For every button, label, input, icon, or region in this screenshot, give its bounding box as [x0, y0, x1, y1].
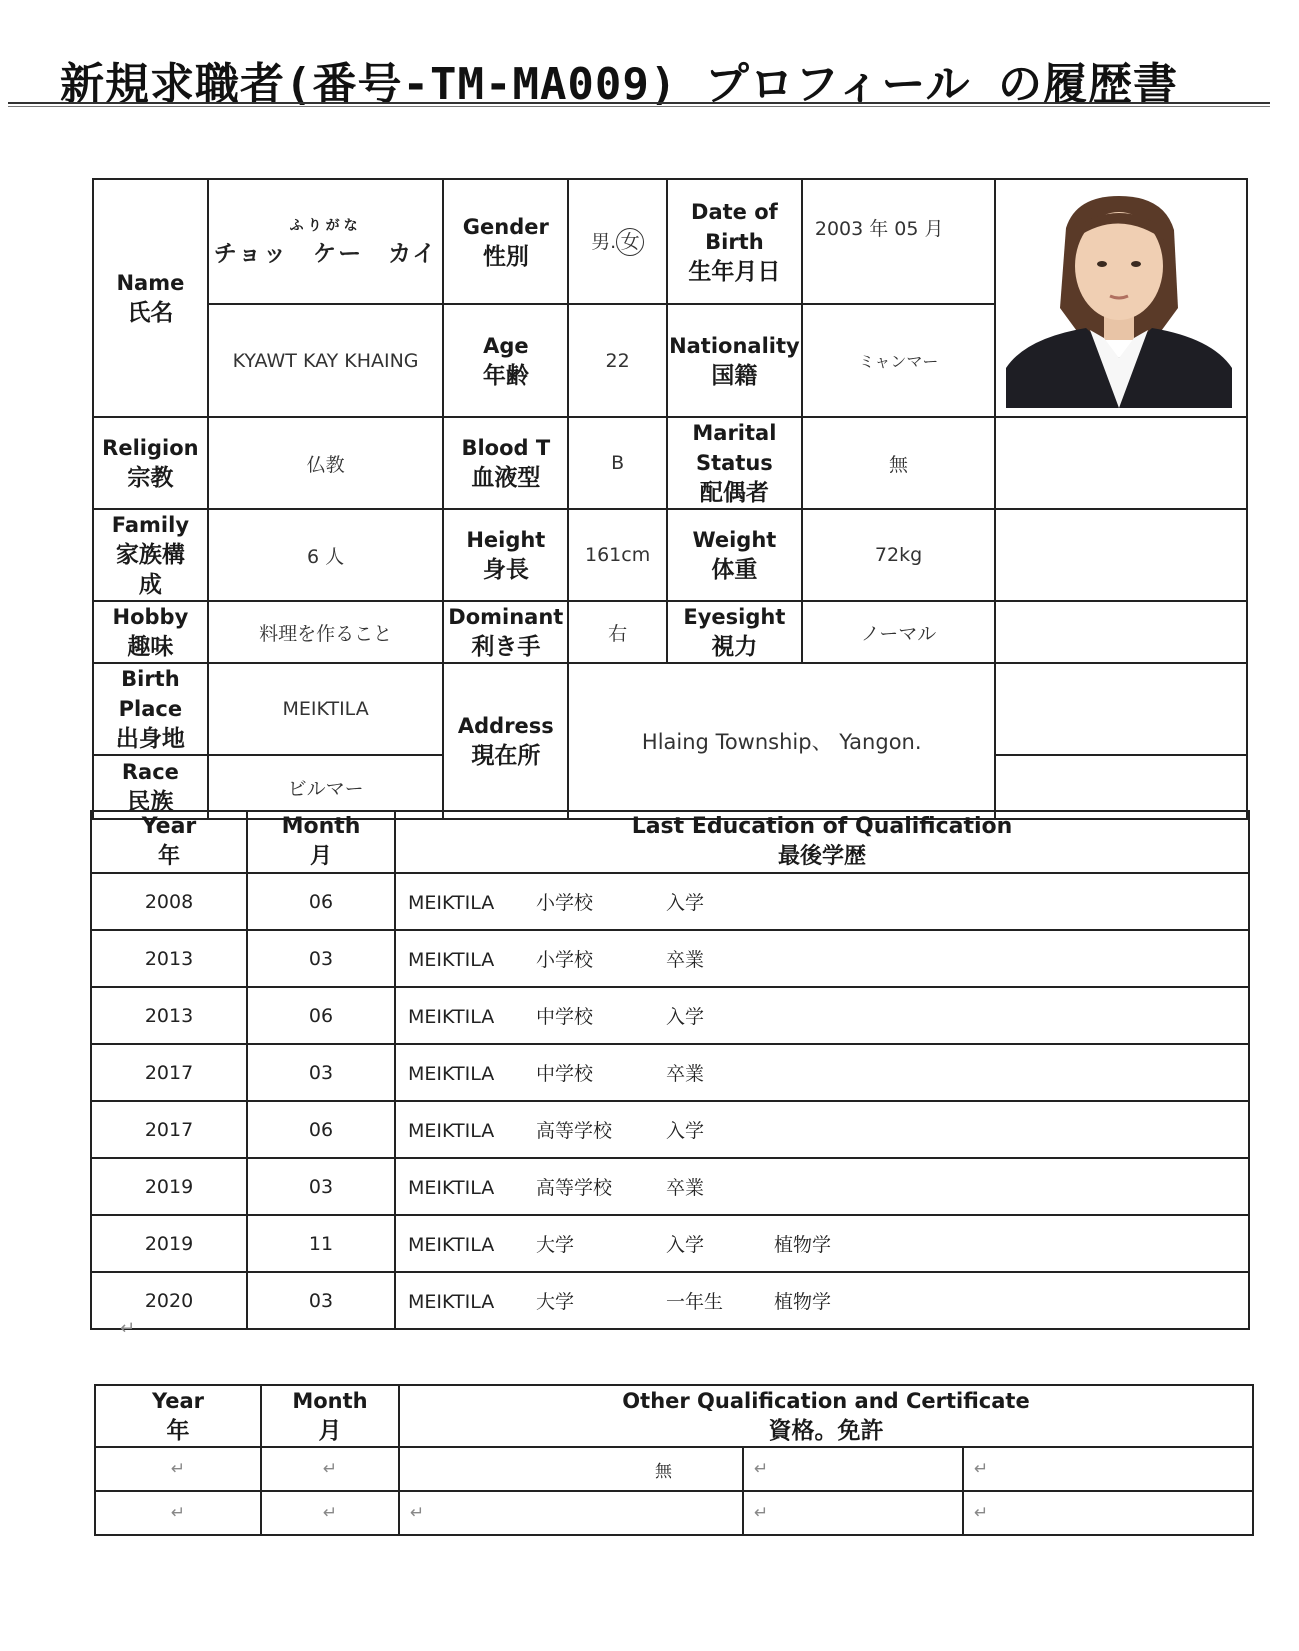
religion-label-en: Religion: [102, 436, 199, 460]
dominant-label-cell: [443, 601, 568, 663]
height-label-en: Height: [466, 528, 546, 552]
edu-status: 入学: [666, 1120, 705, 1142]
edu-school: MEIKTILA: [408, 1234, 495, 1256]
edu-detail-header: [395, 811, 1249, 873]
other-year-header: [95, 1385, 261, 1447]
edu-year-header: [91, 811, 247, 873]
edu-detail: [395, 1044, 1249, 1101]
name-label-ja: 氏名: [127, 300, 174, 326]
edu-year: 2020: [91, 1272, 247, 1329]
edu-row: [91, 1215, 1249, 1272]
edu-month-label-ja: 月: [309, 844, 332, 869]
birthplace-label-en1: Birth: [121, 667, 180, 691]
empty-cell-r5: [995, 601, 1247, 663]
age-value: 22: [568, 304, 667, 417]
gender-label-ja: 性別: [482, 243, 529, 270]
edu-level: 中学校: [536, 1006, 594, 1028]
edu-row: [91, 1044, 1249, 1101]
empty-cell-r6: [995, 663, 1247, 755]
dominant-label-en: Dominant: [448, 605, 564, 629]
edu-year-label-ja: 年: [157, 844, 180, 869]
birthplace-value: MEIKTILA: [208, 663, 444, 755]
age-label-ja: 年齢: [482, 362, 529, 389]
other-detail-header: [399, 1385, 1253, 1447]
edu-month: 03: [247, 1272, 395, 1329]
religion-label-cell: [93, 417, 208, 509]
weight-value: 72kg: [802, 509, 995, 601]
marital-value: 無: [802, 417, 995, 509]
edu-detail: [395, 987, 1249, 1044]
marital-label-cell: [667, 417, 802, 509]
edu-detail: [395, 873, 1249, 930]
name-label-cell: [93, 179, 208, 417]
race-label-en: Race: [121, 760, 179, 784]
edu-month: 06: [247, 873, 395, 930]
edu-row: [91, 930, 1249, 987]
race-label-ja: 民族: [127, 789, 174, 815]
edu-status: 一年生: [666, 1291, 724, 1313]
page-title: 新規求職者(番号-TM-MA009) プロフィール の履歴書: [60, 59, 1178, 110]
gender-female-circled: 女: [616, 228, 644, 256]
weight-label-cell: [667, 509, 802, 601]
title-underline-thin: [8, 106, 1270, 107]
edu-status: 卒業: [666, 1063, 705, 1085]
nationality-value: ミャンマー: [802, 304, 995, 417]
eyesight-value: ノーマル: [802, 601, 995, 663]
other-r1-year: ↵: [95, 1447, 261, 1491]
edu-year: 2013: [91, 987, 247, 1044]
edu-row: [91, 987, 1249, 1044]
edu-year: 2013: [91, 930, 247, 987]
edu-school: MEIKTILA: [408, 949, 495, 971]
gender-label-en: Gender: [462, 214, 549, 239]
other-r2-year: ↵: [95, 1491, 261, 1535]
edu-major: 植物学: [774, 1291, 832, 1313]
edu-school: MEIKTILA: [408, 1291, 495, 1313]
other-year-label-en: Year: [151, 1389, 205, 1413]
hobby-label-en: Hobby: [112, 605, 189, 629]
blood-value: B: [568, 417, 667, 509]
family-label-ja2: 成: [138, 572, 162, 598]
other-r2-c5: ↵: [963, 1491, 1253, 1535]
edu-row: [91, 1101, 1249, 1158]
edu-year-label-en: Year: [141, 814, 197, 839]
other-r2-c3: ↵: [399, 1491, 743, 1535]
religion-label-ja: 宗教: [127, 465, 174, 491]
blood-label-ja: 血液型: [471, 465, 541, 491]
gender-label-cell: [443, 179, 568, 304]
weight-label-ja: 体重: [711, 557, 758, 583]
eyesight-label-ja: 視力: [711, 634, 758, 660]
gender-value-cell: [568, 179, 667, 304]
edu-month-label-en: Month: [281, 814, 361, 839]
edu-year: 2019: [91, 1215, 247, 1272]
edu-school: MEIKTILA: [408, 892, 495, 914]
name-kana: チョッ ケー カイ: [213, 241, 438, 267]
eyesight-label-cell: [667, 601, 802, 663]
race-value: ビルマー: [208, 755, 444, 819]
dob-value: 2003 年 05 月: [802, 179, 995, 304]
edu-level: 大学: [536, 1291, 575, 1313]
dob-label-ja: 生年月日: [688, 258, 781, 285]
edu-month-header: [247, 811, 395, 873]
marital-label-ja: 配偶者: [699, 480, 769, 506]
marital-label-en1: Marital: [692, 421, 777, 445]
empty-cell-r4: [995, 509, 1247, 601]
edu-school: MEIKTILA: [408, 1006, 495, 1028]
other-year-label-ja: 年: [166, 1418, 190, 1444]
hobby-label-cell: [93, 601, 208, 663]
address-label-en: Address: [457, 714, 554, 738]
age-label-en: Age: [483, 333, 529, 358]
religion-value: 仏教: [208, 417, 444, 509]
edu-month: 03: [247, 930, 395, 987]
edu-detail: [395, 1158, 1249, 1215]
education-table: [90, 810, 1250, 1330]
edu-year: 2017: [91, 1101, 247, 1158]
edu-level: 大学: [536, 1234, 575, 1256]
empty-cell-r3: [995, 417, 1247, 509]
edu-school: MEIKTILA: [408, 1177, 495, 1199]
nationality-label-cell: [667, 304, 802, 417]
other-month-label-en: Month: [292, 1389, 368, 1413]
edu-status: 入学: [666, 1006, 705, 1028]
other-month-label-ja: 月: [318, 1418, 342, 1444]
edu-header-ja: 最後学歴: [777, 844, 866, 869]
other-r2-c4: ↵: [743, 1491, 963, 1535]
other-r1-c5: ↵: [963, 1447, 1253, 1491]
hobby-label-ja: 趣味: [127, 634, 174, 660]
other-month-header: [261, 1385, 399, 1447]
qualification-table: [94, 1384, 1254, 1536]
edu-level: 小学校: [536, 892, 594, 914]
photo-cell: [995, 179, 1247, 417]
hobby-value: 料理を作ること: [208, 601, 444, 663]
address-label-ja: 現在所: [471, 743, 541, 769]
height-label-cell: [443, 509, 568, 601]
profile-table: [92, 178, 1248, 820]
title-underline: [8, 102, 1270, 104]
other-r2-month: ↵: [261, 1491, 399, 1535]
dob-label-en2: Birth: [705, 229, 764, 254]
name-kana-cell: [208, 179, 444, 304]
edu-level: 小学校: [536, 949, 594, 971]
other-r1-value: 無: [399, 1447, 743, 1491]
other-header-ja: 資格。免許: [768, 1418, 884, 1444]
edu-header-en: Last Education of Qualification: [631, 814, 1013, 839]
edu-status: 入学: [666, 1234, 705, 1256]
edu-status: 入学: [666, 892, 705, 914]
edu-status: 卒業: [666, 949, 705, 971]
address-label-cell: [443, 663, 568, 819]
birthplace-label-ja: 出身地: [115, 726, 185, 752]
age-label-cell: [443, 304, 568, 417]
furigana-label: ふりがな: [289, 218, 362, 234]
edu-row: [91, 873, 1249, 930]
edu-school: MEIKTILA: [408, 1120, 495, 1142]
name-roman: KYAWT KAY KHAING: [208, 304, 444, 417]
gender-male: 男.: [591, 231, 617, 253]
edu-year: 2017: [91, 1044, 247, 1101]
nationality-label-en: Nationality: [669, 333, 800, 358]
edu-level: 高等学校: [536, 1120, 613, 1142]
edu-month: 06: [247, 987, 395, 1044]
edu-year: 2019: [91, 1158, 247, 1215]
edu-row: [91, 1272, 1249, 1329]
edu-status: 卒業: [666, 1177, 705, 1199]
height-value: 161cm: [568, 509, 667, 601]
other-r1-month: ↵: [261, 1447, 399, 1491]
address-value: Hlaing Township、 Yangon.: [568, 663, 995, 819]
nationality-label-ja: 国籍: [711, 362, 758, 389]
eyesight-label-en: Eyesight: [683, 605, 786, 629]
edu-month: 11: [247, 1215, 395, 1272]
family-label-cell: [93, 509, 208, 601]
edu-school: MEIKTILA: [408, 1063, 495, 1085]
edu-row: [91, 1158, 1249, 1215]
birthplace-label-cell: [93, 663, 208, 755]
edu-detail: [395, 1272, 1249, 1329]
weight-label-en: Weight: [692, 528, 777, 552]
edu-year: 2008: [91, 873, 247, 930]
edu-level: 高等学校: [536, 1177, 613, 1199]
dominant-label-ja: 利き手: [471, 634, 541, 660]
edu-level: 中学校: [536, 1063, 594, 1085]
dominant-value: 右: [568, 601, 667, 663]
family-label-en: Family: [111, 513, 190, 537]
blood-label-en: Blood T: [461, 436, 551, 460]
edu-detail: [395, 1101, 1249, 1158]
family-label-ja1: 家族構: [115, 542, 185, 568]
height-label-ja: 身長: [482, 557, 529, 583]
edu-month: 06: [247, 1101, 395, 1158]
edu-month: 03: [247, 1158, 395, 1215]
other-header-en: Other Qualification and Certificate: [622, 1389, 1030, 1413]
edu-detail: [395, 1215, 1249, 1272]
dob-label-en1: Date of: [691, 199, 778, 224]
edu-major: 植物学: [774, 1234, 832, 1256]
blood-label-cell: [443, 417, 568, 509]
other-r1-c4: ↵: [743, 1447, 963, 1491]
applicant-photo: [1006, 188, 1232, 408]
edu-month: 03: [247, 1044, 395, 1101]
family-value: 6 人: [208, 509, 444, 601]
birthplace-label-en2: Place: [118, 697, 183, 721]
dob-label-cell: [667, 179, 802, 304]
name-label-en: Name: [116, 271, 185, 295]
paragraph-mark: ↵: [120, 1318, 136, 1339]
edu-detail: [395, 930, 1249, 987]
marital-label-en2: Status: [695, 451, 773, 475]
